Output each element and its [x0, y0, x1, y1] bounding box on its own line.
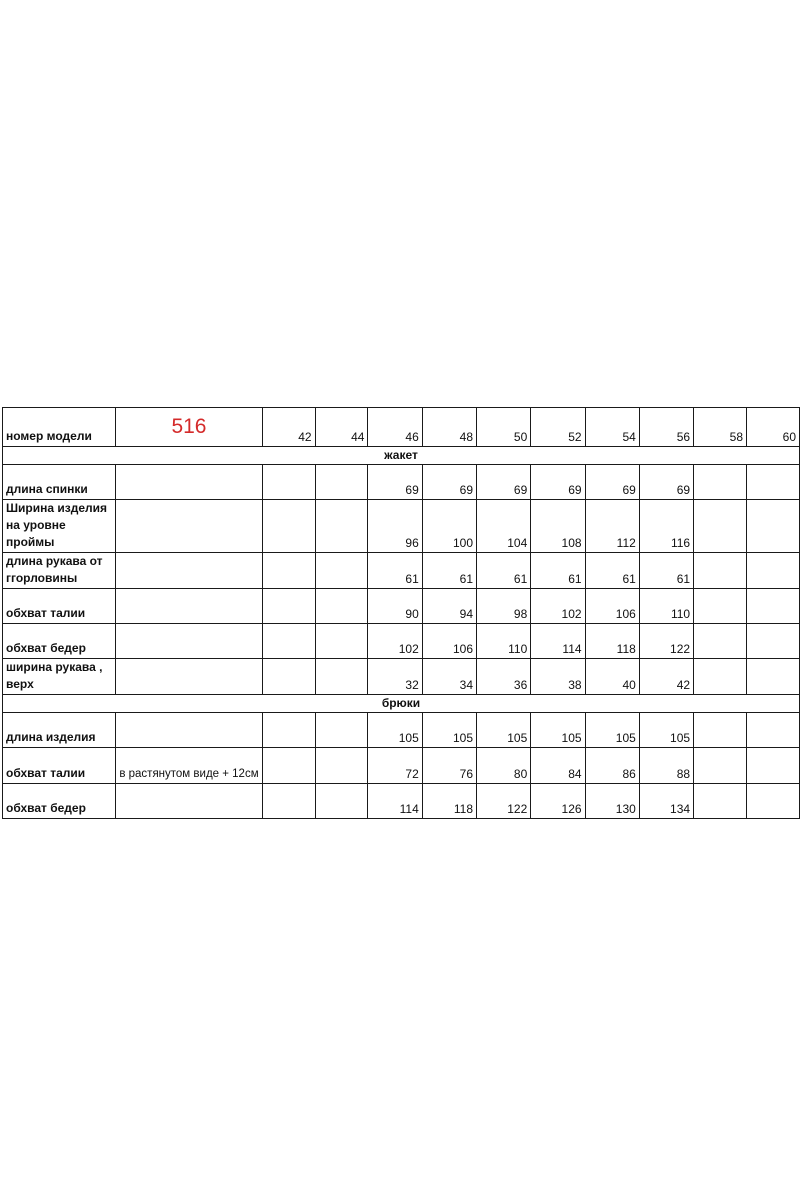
value-cell: 61	[477, 553, 531, 589]
value-cell	[262, 465, 315, 500]
jacket-row	[3, 589, 800, 624]
jacket-row	[3, 553, 800, 589]
trousers-row	[3, 784, 800, 819]
value-cell: 102	[368, 624, 422, 659]
value-cell	[747, 713, 800, 748]
jacket-measure-label: обхват талии	[3, 589, 116, 624]
size-48: 48	[422, 408, 476, 447]
value-cell: 69	[477, 465, 531, 500]
value-cell	[694, 624, 747, 659]
value-cell: 105	[531, 713, 585, 748]
value-cell: 90	[368, 589, 422, 624]
value-cell: 72	[368, 748, 422, 784]
jacket-measure-label: обхват бедер	[3, 624, 116, 659]
value-cell: 126	[531, 784, 585, 819]
value-cell	[315, 589, 368, 624]
value-cell	[262, 553, 315, 589]
size-58: 58	[694, 408, 747, 447]
size-54: 54	[585, 408, 639, 447]
empty-cell	[116, 589, 262, 624]
value-cell: 105	[422, 713, 476, 748]
value-cell	[694, 713, 747, 748]
value-cell: 61	[422, 553, 476, 589]
section-row-jacket	[3, 447, 800, 465]
value-cell: 42	[639, 659, 693, 695]
value-cell: 105	[368, 713, 422, 748]
size-chart-table	[2, 407, 800, 819]
value-cell: 105	[639, 713, 693, 748]
trousers-measure-label: обхват бедер	[3, 784, 116, 819]
value-cell	[747, 500, 800, 553]
value-cell	[315, 500, 368, 553]
value-cell: 114	[368, 784, 422, 819]
value-cell	[747, 589, 800, 624]
jacket-section-title: жакет	[3, 447, 800, 465]
value-cell: 118	[422, 784, 476, 819]
empty-cell	[116, 624, 262, 659]
jacket-rows	[3, 465, 800, 695]
value-cell	[315, 784, 368, 819]
value-cell: 94	[422, 589, 476, 624]
size-46: 46	[368, 408, 422, 447]
value-cell: 106	[422, 624, 476, 659]
value-cell: 116	[639, 500, 693, 553]
value-cell: 105	[585, 713, 639, 748]
measure-note	[116, 784, 262, 819]
value-cell: 69	[639, 465, 693, 500]
value-cell	[315, 659, 368, 695]
value-cell: 122	[639, 624, 693, 659]
value-cell: 80	[477, 748, 531, 784]
value-cell	[262, 624, 315, 659]
empty-cell	[116, 465, 262, 500]
value-cell: 84	[531, 748, 585, 784]
jacket-measure-label: ширина рукава , верх	[3, 659, 116, 695]
value-cell: 105	[477, 713, 531, 748]
size-42: 42	[262, 408, 315, 447]
value-cell: 40	[585, 659, 639, 695]
jacket-measure-label: длина рукава от ггорловины	[3, 553, 116, 589]
size-50: 50	[477, 408, 531, 447]
value-cell	[315, 713, 368, 748]
value-cell	[747, 659, 800, 695]
jacket-row	[3, 500, 800, 553]
value-cell	[694, 589, 747, 624]
jacket-row	[3, 465, 800, 500]
size-44: 44	[315, 408, 368, 447]
value-cell: 122	[477, 784, 531, 819]
value-cell: 61	[531, 553, 585, 589]
value-cell: 104	[477, 500, 531, 553]
value-cell: 98	[477, 589, 531, 624]
value-cell	[315, 553, 368, 589]
jacket-measure-label: Ширина изделия на уровне проймы	[3, 500, 116, 553]
value-cell: 130	[585, 784, 639, 819]
header-row	[3, 408, 800, 447]
value-cell	[315, 624, 368, 659]
value-cell	[262, 659, 315, 695]
value-cell: 69	[422, 465, 476, 500]
size-60: 60	[747, 408, 800, 447]
value-cell: 110	[639, 589, 693, 624]
value-cell: 108	[531, 500, 585, 553]
value-cell: 32	[368, 659, 422, 695]
empty-cell	[116, 553, 262, 589]
jacket-measure-label: длина спинки	[3, 465, 116, 500]
value-cell	[747, 553, 800, 589]
measure-note: в растянутом виде + 12см	[116, 748, 262, 784]
trousers-measure-label: длина изделия	[3, 713, 116, 748]
value-cell: 69	[531, 465, 585, 500]
value-cell: 76	[422, 748, 476, 784]
value-cell: 102	[531, 589, 585, 624]
model-number: 516	[116, 408, 262, 447]
value-cell: 61	[585, 553, 639, 589]
trousers-section-title: брюки	[3, 695, 800, 713]
empty-cell	[116, 500, 262, 553]
value-cell: 34	[422, 659, 476, 695]
value-cell	[747, 465, 800, 500]
value-cell	[694, 553, 747, 589]
value-cell	[694, 500, 747, 553]
value-cell	[315, 465, 368, 500]
trousers-row	[3, 748, 800, 784]
model-label: номер модели	[3, 408, 116, 447]
size-52: 52	[531, 408, 585, 447]
value-cell: 96	[368, 500, 422, 553]
value-cell	[747, 784, 800, 819]
size-56: 56	[639, 408, 693, 447]
value-cell	[747, 624, 800, 659]
value-cell: 86	[585, 748, 639, 784]
trousers-row	[3, 713, 800, 748]
value-cell: 112	[585, 500, 639, 553]
empty-cell	[116, 659, 262, 695]
value-cell	[262, 713, 315, 748]
value-cell: 106	[585, 589, 639, 624]
value-cell	[262, 784, 315, 819]
jacket-row	[3, 624, 800, 659]
value-cell: 134	[639, 784, 693, 819]
value-cell: 36	[477, 659, 531, 695]
value-cell	[694, 659, 747, 695]
value-cell: 100	[422, 500, 476, 553]
value-cell: 61	[639, 553, 693, 589]
value-cell	[262, 589, 315, 624]
value-cell: 114	[531, 624, 585, 659]
value-cell	[694, 465, 747, 500]
value-cell	[694, 784, 747, 819]
jacket-row	[3, 659, 800, 695]
value-cell: 88	[639, 748, 693, 784]
value-cell: 69	[585, 465, 639, 500]
value-cell: 69	[368, 465, 422, 500]
value-cell	[262, 500, 315, 553]
value-cell: 110	[477, 624, 531, 659]
measure-note	[116, 713, 262, 748]
trousers-measure-label: обхват талии	[3, 748, 116, 784]
section-row-trousers	[3, 695, 800, 713]
value-cell	[747, 748, 800, 784]
value-cell	[315, 748, 368, 784]
value-cell	[694, 748, 747, 784]
value-cell: 118	[585, 624, 639, 659]
trousers-rows	[3, 713, 800, 819]
value-cell	[262, 748, 315, 784]
value-cell: 61	[368, 553, 422, 589]
value-cell: 38	[531, 659, 585, 695]
